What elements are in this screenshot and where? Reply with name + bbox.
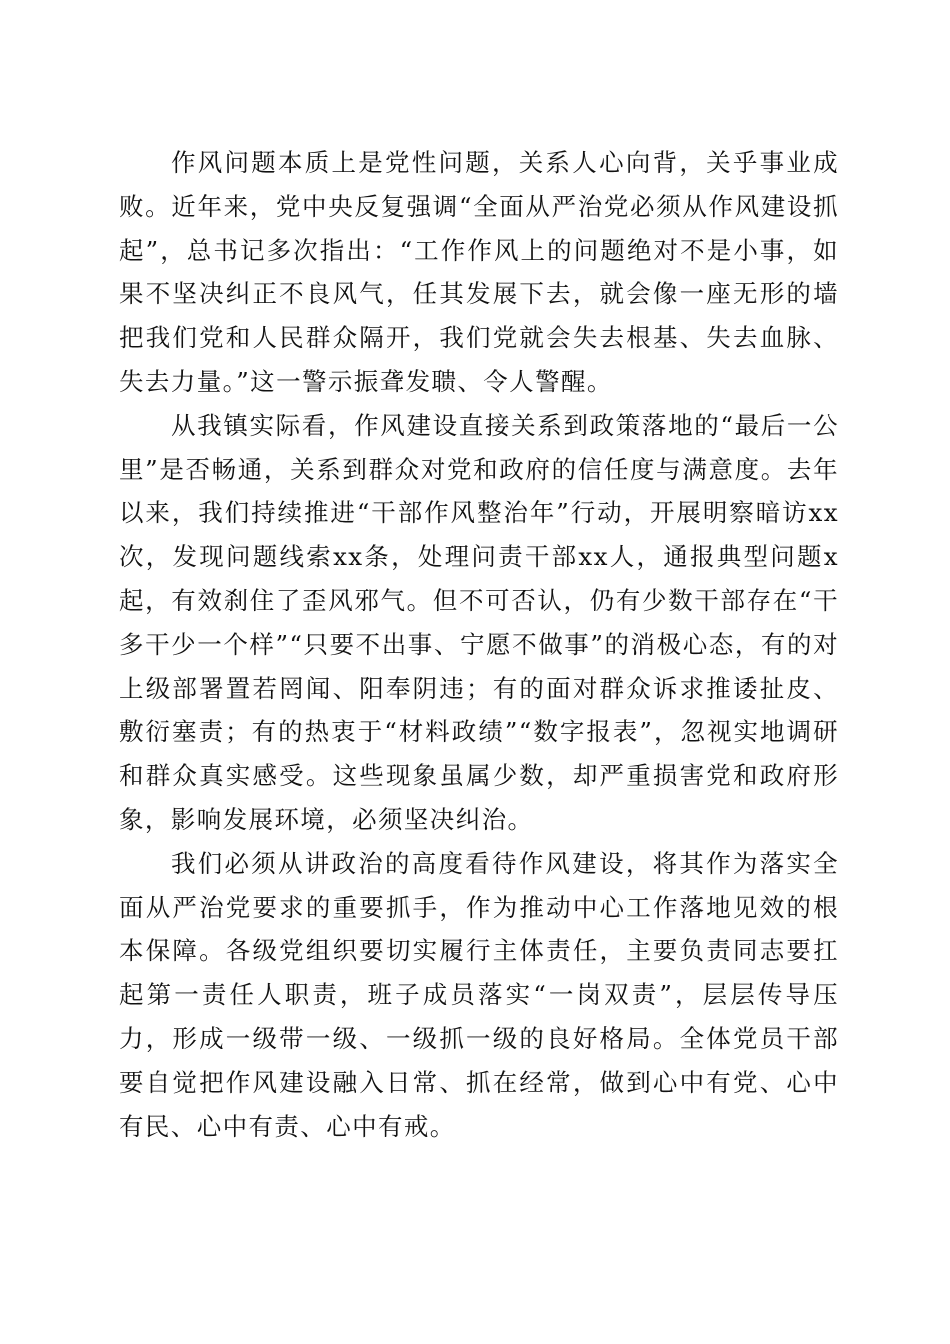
paragraph-2: 从我镇实际看，作风建设直接关系到政策落地的“最后一公里”是否畅通，关系到群众对党和政府的信任度与满意度。去年以来，我们持续推进“干部作风整治年”行动，开展明察暗访xx次，发现问题线索xx条，处理问责干部xx人，通报典型问题x起，有效刹住了歪风邪气。但不可否认，仍有少数干部存在“干多干少一个样”“只要不出事、宁愿不做事”的消极心态，有的对上级部署置若罔闻、阳奉阴违；有的面对群众诉求推诿扯皮、敷衍塞责；有的热衷于“材料政绩”“数字报表”，忽视实地调研和群众真实感受。这些现象虽属少数，却严重损害党和政府形象，影响发展环境，必须坚决纠治。 xyxy=(119,410,839,834)
document-body xyxy=(119,141,839,1148)
paragraph-1: 作风问题本质上是党性问题，关系人心向背，关乎事业成败。近年来，党中央反复强调“全面从严治党必须从作风建设抓起”，总书记多次指出：“工作作风上的问题绝对不是小事，如果不坚决纠正不良风气，任其发展下去，就会像一座无形的墙把我们党和人民群众隔开，我们党就会失去根基、失去血脉、失去力量。”这一警示振聋发聩、令人警醒。 xyxy=(119,148,839,396)
paragraph-3: 我们必须从讲政治的高度看待作风建设，将其作为落实全面从严治党要求的重要抓手，作为推动中心工作落地见效的根本保障。各级党组织要切实履行主体责任，主要负责同志要扛起第一责任人职责，班子成员落实“一岗双责”，层层传导压力，形成一级带一级、一级抓一级的良好格局。全体党员干部要自觉把作风建设融入日常、抓在经常，做到心中有党、心中有民、心中有责、心中有戒。 xyxy=(119,848,839,1141)
